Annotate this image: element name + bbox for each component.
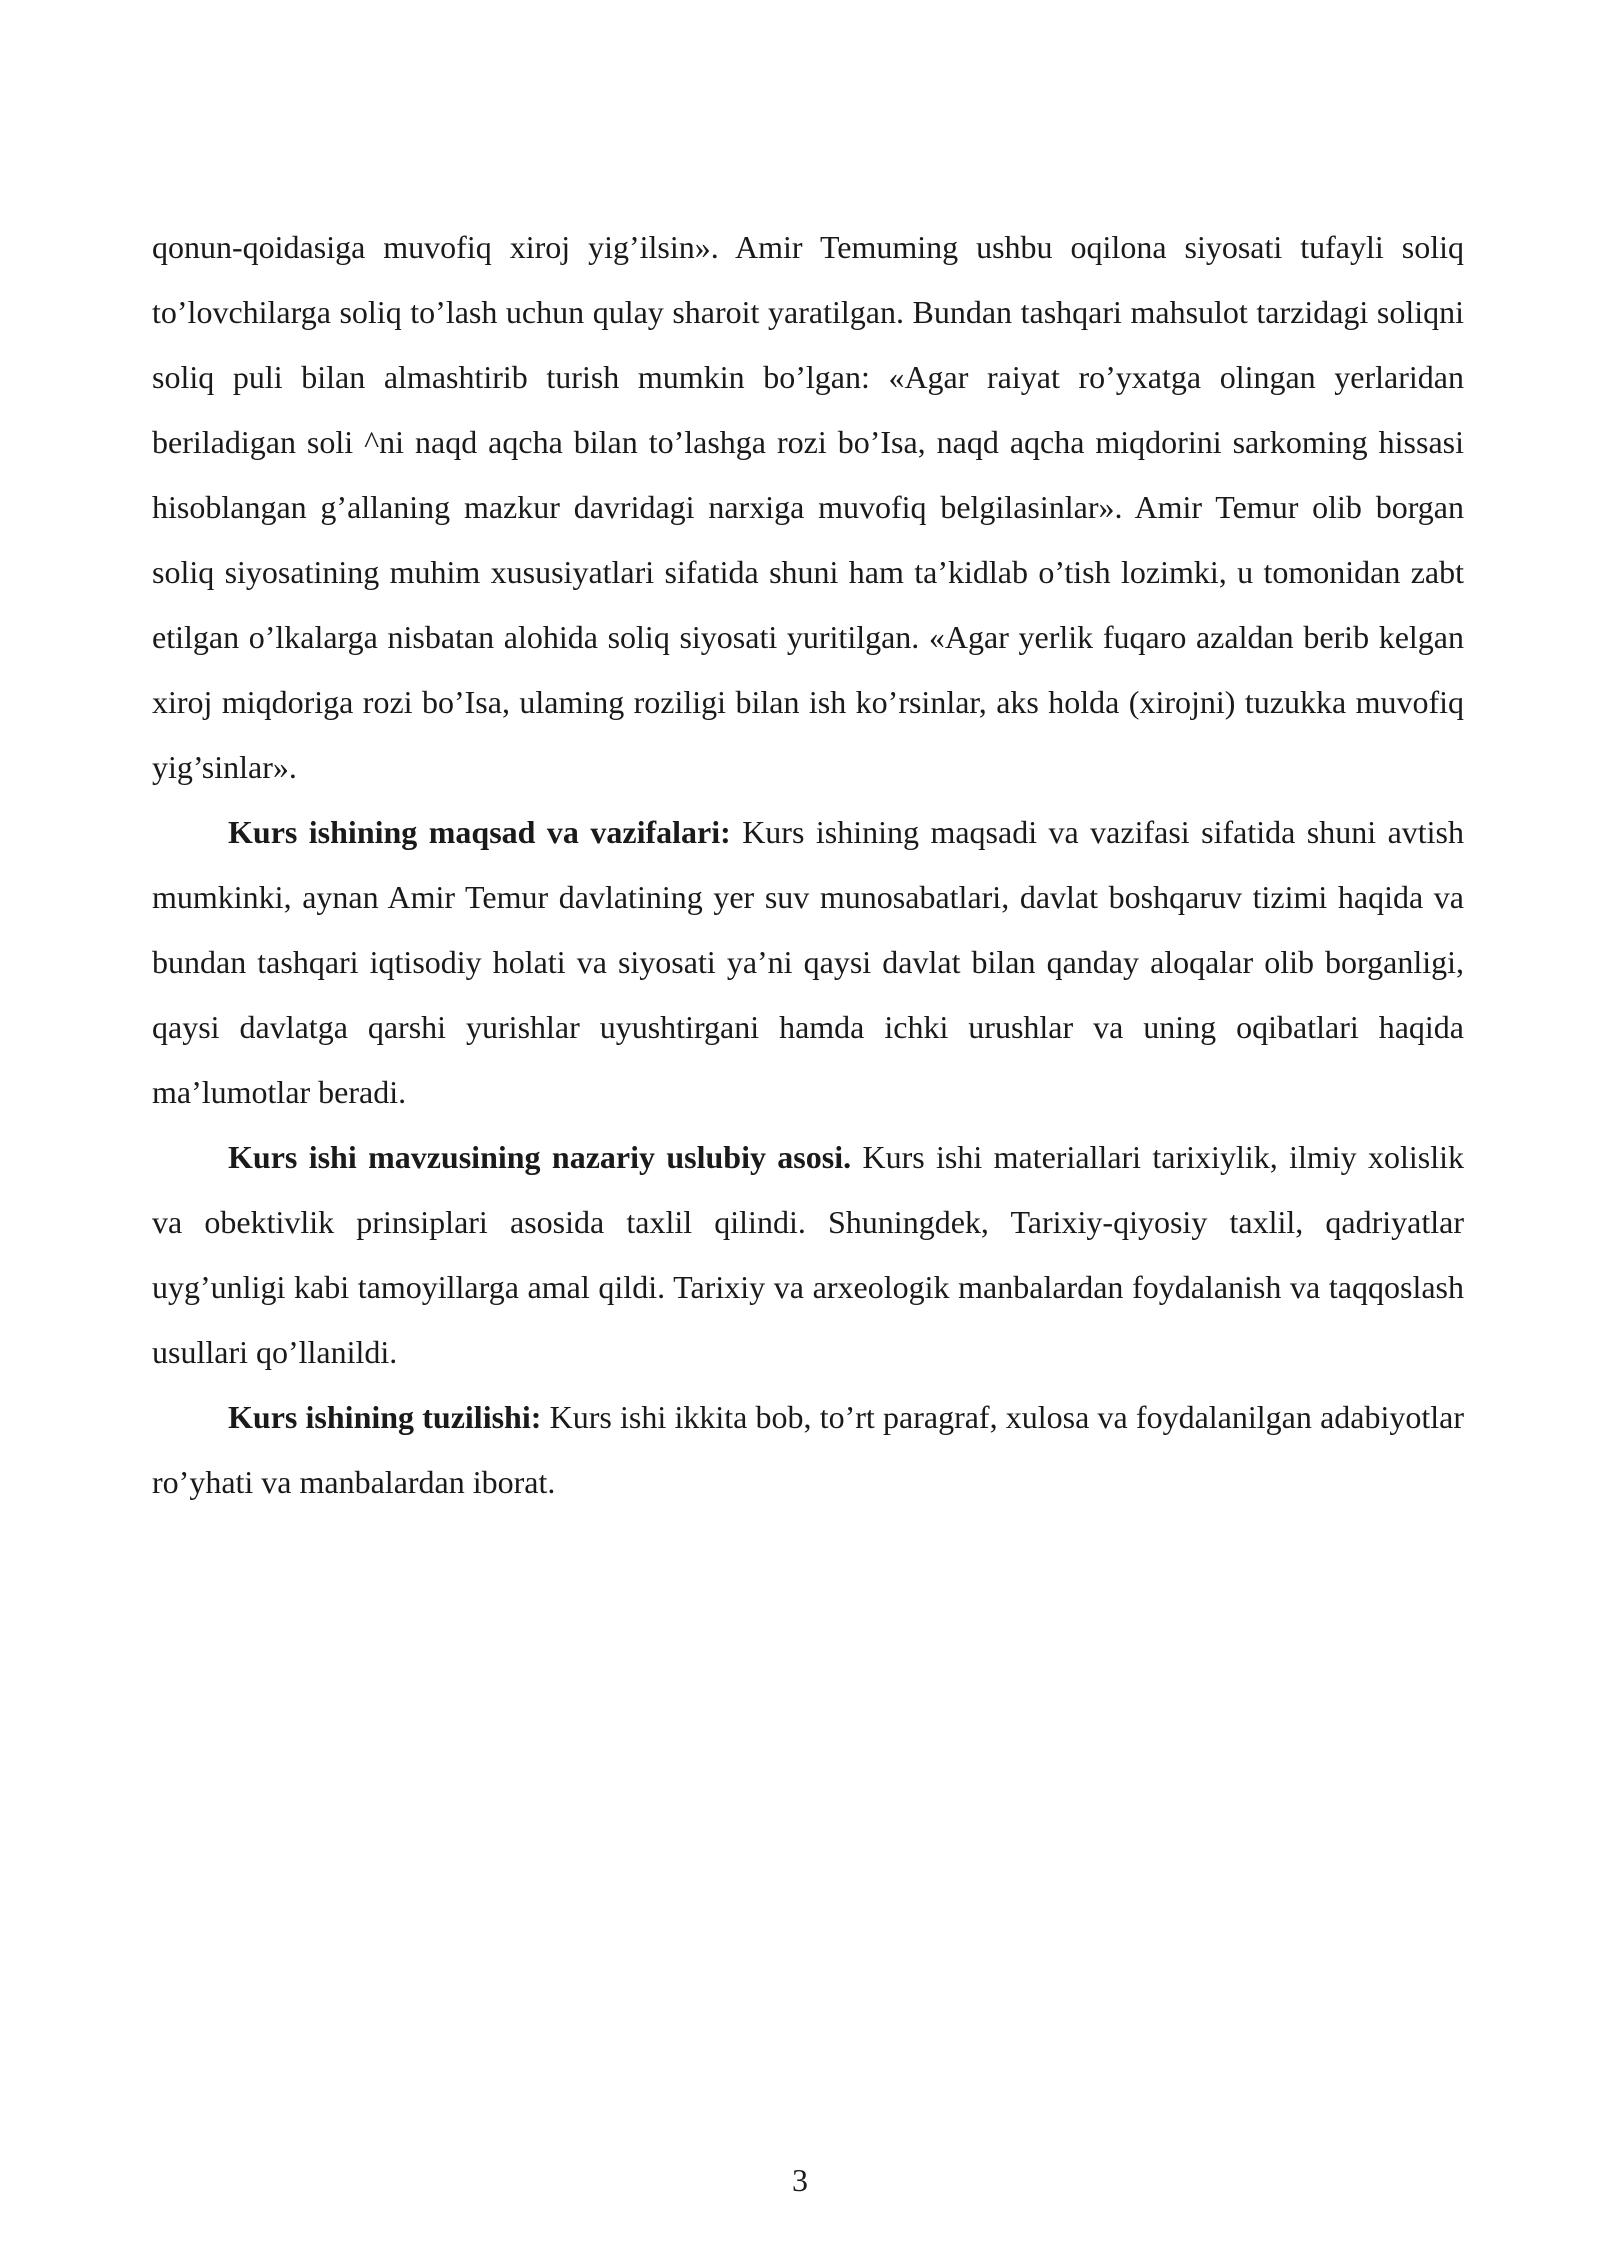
paragraph-heading-goals: Kurs ishining maqsad va vazifalari: [228, 814, 731, 850]
paragraph-continuation [152, 215, 1464, 800]
paragraph-methodology [152, 1125, 1464, 1385]
paragraph-text: Kurs ishining maqsadi va vazifasi sifatida shuni avtish mumkinki, aynan Amir Temur davlatining yer suv munosabatlari, davlat boshqaruv tizimi haqida va bundan tashqari iqtisodiy holati va siyosati ya’ni qaysi davlat bilan qanday aloqalar olib borganligi, qaysi davlatga qarshi yurishlar uyushtirgani hamda ichki urushlar va uning oqibatlari haqida ma’lumotlar beradi. [152, 814, 1464, 1110]
paragraph-text: Kurs ishi materiallari tarixiylik, ilmiy xolislik va obektivlik prinsiplari asosida taxlil qilindi. Shuningdek, Tarixiy-qiyosiy taxlil, qadriyatlar uyg’unligi kabi tamoyillarga amal qildi. Tarixiy va arxeologik manbalardan foydalanish va taqqoslash usullari qo’llanildi. [152, 1139, 1465, 1370]
paragraph-goals [152, 800, 1464, 1125]
paragraph-structure [152, 1385, 1464, 1515]
paragraph-heading-methodology: Kurs ishi mavzusining nazariy uslubiy asosi. [228, 1139, 852, 1175]
paragraph-heading-structure: Kurs ishining tuzilishi: [228, 1399, 542, 1435]
body-text [152, 215, 1464, 1515]
page-number: 3 [792, 2162, 808, 2198]
paragraph-text: Kurs ishi ikkita bob, to’rt paragraf, xulosa va foydalanilgan adabiyotlar ro’yhati va manbalardan iborat. [152, 1399, 1465, 1500]
paragraph-text: qonun-qoidasiga muvofiq xiroj yig’ilsin». Amir Temuming ushbu oqilona siyosati tufayli soliq to’lovchilarga soliq to’lash uchun qulay sharoit yaratilgan. Bundan tashqari mahsulot tarzidagi soliqni soliq puli bilan almashtirib turish mumkin bo’lgan: «Agar raiyat ro’yxatga olingan yerlaridan beriladigan soli ^ni naqd aqcha bilan to’lashga rozi bo’Isa, naqd aqcha miqdorini sarkoming hissasi hisoblangan g’allaning mazkur davridagi narxiga muvofiq belgilasinlar». Amir Temur olib borgan soliq siyosatining muhim xususiyatlari sifatida shuni ham ta’kidlab o’tish lozimki, u tomonidan zabt etilgan o’lkalarga nisbatan alohida soliq siyosati yuritilgan. «Agar yerlik fuqaro azaldan berib kelgan xiroj miqdoriga rozi bo’Isa, ulaming roziligi bilan ish ko’rsinlar, aks holda (xirojni) tuzukka muvofiq yig’sinlar». [152, 229, 1464, 785]
